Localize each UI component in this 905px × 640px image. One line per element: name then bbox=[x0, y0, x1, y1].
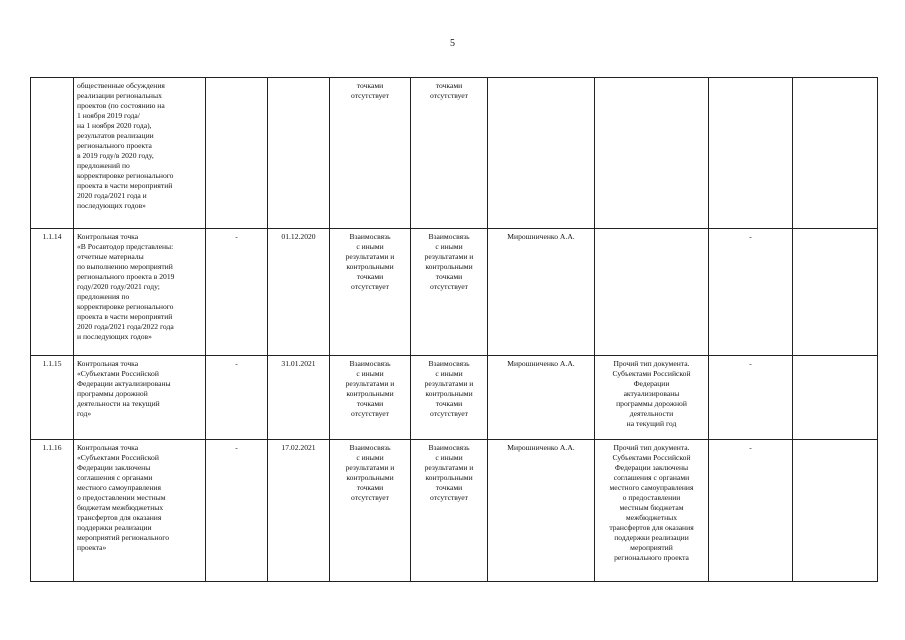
responsible-person: Мирошниченко А.А. bbox=[488, 356, 595, 440]
document-type bbox=[595, 78, 709, 229]
link-previous: Взаимосвязь с иными результатами и контрольными точками отсутствует bbox=[330, 356, 411, 440]
link-next: Взаимосвязь с иными результатами и контрольными точками отсутствует bbox=[411, 440, 488, 582]
extra-cell bbox=[793, 229, 878, 356]
table-row bbox=[31, 229, 878, 356]
table-row bbox=[31, 440, 878, 582]
level-control bbox=[709, 78, 793, 229]
responsible-person: Мирошниченко А.А. bbox=[488, 229, 595, 356]
row-number bbox=[31, 78, 74, 229]
control-point-name: Контрольная точка «В Росавтодор представлены: отчетные материалы по выполнению мероприятий регионального проекта в 2019 году/2020 году/2021 году; предложения по корректировке регионального проекта в части мероприятий 2020 года/2021 года/2022 года и последующих годов» bbox=[74, 229, 206, 356]
table-row bbox=[31, 78, 878, 229]
end-date: 01.12.2020 bbox=[268, 229, 330, 356]
extra-cell bbox=[793, 356, 878, 440]
table-row bbox=[31, 356, 878, 440]
end-date: 31.01.2021 bbox=[268, 356, 330, 440]
link-next: Взаимосвязь с иными результатами и контрольными точками отсутствует bbox=[411, 229, 488, 356]
start-date bbox=[206, 78, 268, 229]
document-type: Прочий тип документа. Субъектами Российской Федерации заключены соглашения с органами местного самоуправления о предоставлении местным бюджетам межбюджетных трансфертов для оказания поддержки реализации мероприятий регионального проекта bbox=[595, 440, 709, 582]
end-date bbox=[268, 78, 330, 229]
level-control: - bbox=[709, 356, 793, 440]
start-date: - bbox=[206, 356, 268, 440]
link-previous: Взаимосвязь с иными результатами и контрольными точками отсутствует bbox=[330, 440, 411, 582]
extra-cell bbox=[793, 78, 878, 229]
level-control: - bbox=[709, 440, 793, 582]
responsible-person: Мирошниченко А.А. bbox=[488, 440, 595, 582]
document-type: Прочий тип документа. Субъектами Российской Федерации актуализированы программы дорожной деятельности на текущий год bbox=[595, 356, 709, 440]
control-point-name: Контрольная точка «Субъектами Российской Федерации актуализированы программы дорожной деятельности на текущий год» bbox=[74, 356, 206, 440]
link-next: Взаимосвязь с иными результатами и контрольными точками отсутствует bbox=[411, 356, 488, 440]
responsible-person bbox=[488, 78, 595, 229]
document-type bbox=[595, 229, 709, 356]
control-points-table bbox=[30, 77, 878, 582]
start-date: - bbox=[206, 440, 268, 582]
row-number: 1.1.15 bbox=[31, 356, 74, 440]
start-date: - bbox=[206, 229, 268, 356]
link-previous: Взаимосвязь с иными результатами и контрольными точками отсутствует bbox=[330, 229, 411, 356]
level-control: - bbox=[709, 229, 793, 356]
link-previous: точками отсутствует bbox=[330, 78, 411, 229]
row-number: 1.1.16 bbox=[31, 440, 74, 582]
extra-cell bbox=[793, 440, 878, 582]
control-point-name: общественные обсуждения реализации региональных проектов (по состоянию на 1 ноября 2019 года/ на 1 ноября 2020 года), результатов реализации регионального проекта в 2019 году/в 2020 году, предложений по корректировке регионального проекта в части мероприятий 2020 года/2021 года и последующих годов» bbox=[74, 78, 206, 229]
end-date: 17.02.2021 bbox=[268, 440, 330, 582]
row-number: 1.1.14 bbox=[31, 229, 74, 356]
page-number: 5 bbox=[450, 38, 455, 49]
link-next: точками отсутствует bbox=[411, 78, 488, 229]
control-point-name: Контрольная точка «Субъектами Российской Федерации заключены соглашения с органами местного самоуправления о предоставлении местным бюджетам межбюджетных трансфертов для оказания поддержки реализации мероприятий регионального проекта» bbox=[74, 440, 206, 582]
